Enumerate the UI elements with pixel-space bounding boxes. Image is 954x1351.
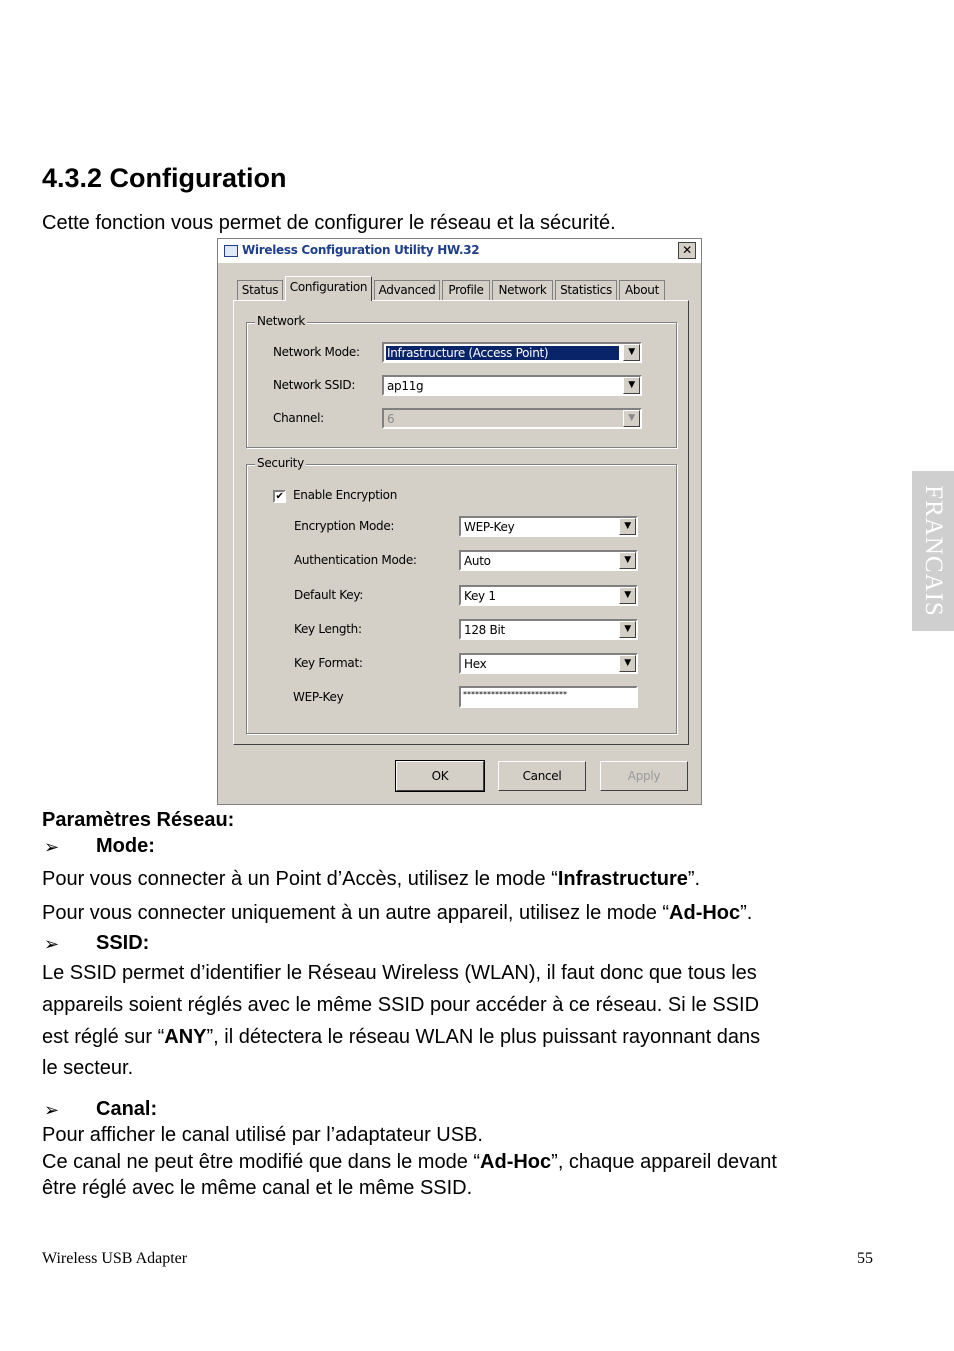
key-length-label: Key Length: [294,622,362,636]
ok-button[interactable]: OK [396,761,484,791]
chevron-down-icon[interactable]: ▼ [619,552,636,569]
authentication-mode-value: Auto [464,554,491,568]
enable-encryption-checkbox[interactable]: ✔ [273,490,286,503]
section-subtitle: Paramètres Réseau: [42,809,235,831]
mode-title: Mode: [96,835,155,857]
key-format-value: Hex [464,657,487,671]
text-run: ”, chaque appareil devant [551,1151,777,1173]
section-heading: 4.3.2 Configuration [42,163,287,193]
wep-key-input[interactable]: ************************** [459,686,638,708]
encryption-mode-value: WEP-Key [464,520,515,534]
text-run: ”, il détectera le réseau WLAN le plus puissant rayonnant dans [206,1026,761,1048]
apply-button: Apply [600,761,688,791]
network-ssid-select[interactable] [382,375,642,396]
canal-line-3: être réglé avec le même canal et le même SSID. [42,1177,473,1199]
network-group [246,314,677,448]
encryption-mode-select[interactable] [459,516,638,537]
ssid-line-1: Le SSID permet d’identifier le Réseau Wireless (WLAN), il faut donc que tous les [42,962,757,984]
chevron-down-icon[interactable]: ▼ [619,655,636,672]
intro-text: Cette fonction vous permet de configurer le réseau et la sécurité. [42,212,616,234]
language-label: FRANCAIS [920,485,947,617]
text-run: ”. [687,868,701,890]
cancel-button[interactable]: Cancel [498,761,586,791]
tab-status[interactable]: Status [237,280,283,300]
authentication-mode-label: Authentication Mode: [294,553,417,567]
channel-select [382,408,642,429]
close-icon[interactable]: ✕ [678,242,696,259]
language-side-tab [912,471,954,631]
mode-line-1 [42,868,700,890]
bullet-arrow-icon: ➢ [44,1100,60,1120]
text-run: ”. [740,902,753,924]
key-length-value: 128 Bit [464,623,505,637]
chevron-down-icon[interactable]: ▼ [623,344,640,361]
emphasis: Infrastructure [557,868,688,890]
key-format-select[interactable] [459,653,638,674]
encryption-mode-label: Encryption Mode: [294,519,395,533]
configuration-panel [233,300,689,745]
canal-title: Canal: [96,1098,158,1120]
dialog-titlebar [218,239,701,263]
security-group [246,456,677,734]
security-legend: Security [257,456,304,470]
ssid-line-4: le secteur. [42,1057,134,1079]
tab-advanced[interactable]: Advanced [374,280,440,300]
page-number: 55 [857,1250,873,1267]
text-run: Ce canal ne peut être modifié que dans le mode “ [42,1151,481,1173]
key-length-select[interactable] [459,619,638,640]
authentication-mode-select[interactable] [459,550,638,571]
default-key-label: Default Key: [294,588,363,602]
canal-line-2 [42,1151,777,1173]
network-ssid-value: ap11g [387,379,424,393]
bullet-arrow-icon: ➢ [44,837,60,857]
network-mode-select[interactable] [382,342,642,363]
chevron-down-icon[interactable]: ▼ [619,518,636,535]
enable-encryption-label[interactable]: Enable Encryption [293,488,398,502]
chevron-down-icon[interactable]: ▼ [619,621,636,638]
network-ssid-label: Network SSID: [273,378,356,392]
channel-value: 6 [387,412,395,426]
bullet-arrow-icon: ➢ [44,934,60,954]
tab-about[interactable]: About [619,280,665,300]
tab-configuration[interactable]: Configuration [285,276,372,301]
network-mode-value: Infrastructure (Access Point) [386,346,619,360]
dialog-title: Wireless Configuration Utility HW.32 [242,243,480,257]
footer-product: Wireless USB Adapter [42,1250,188,1267]
ssid-title: SSID: [96,932,150,954]
network-mode-label: Network Mode: [273,345,360,359]
emphasis: ANY [164,1026,207,1048]
canal-line-1: Pour afficher le canal utilisé par l’adaptateur USB. [42,1124,483,1146]
mode-line-2 [42,902,752,924]
text-run: est réglé sur “ [42,1026,165,1048]
app-icon [224,245,238,257]
emphasis: Ad-Hoc [480,1151,552,1173]
emphasis: Ad-Hoc [669,902,741,924]
default-key-value: Key 1 [464,589,496,603]
key-format-label: Key Format: [294,656,363,670]
default-key-select[interactable] [459,585,638,606]
chevron-down-icon: ▼ [623,410,640,427]
wep-key-label: WEP-Key [293,690,344,704]
text-run: Pour vous connecter à un Point d’Accès, utilisez le mode “ [42,868,558,890]
channel-label: Channel: [273,411,324,425]
tab-network[interactable]: Network [492,280,553,300]
chevron-down-icon[interactable]: ▼ [623,377,640,394]
chevron-down-icon[interactable]: ▼ [619,587,636,604]
tab-profile[interactable]: Profile [442,280,490,300]
ssid-line-2: appareils soient réglés avec le même SSID pour accéder à ce réseau. Si le SSID [42,994,760,1016]
text-run: Pour vous connecter uniquement à un autre appareil, utilisez le mode “ [42,902,670,924]
ssid-line-3 [42,1026,760,1048]
config-dialog [217,238,702,805]
network-legend: Network [257,314,306,328]
tab-statistics[interactable]: Statistics [555,280,617,300]
